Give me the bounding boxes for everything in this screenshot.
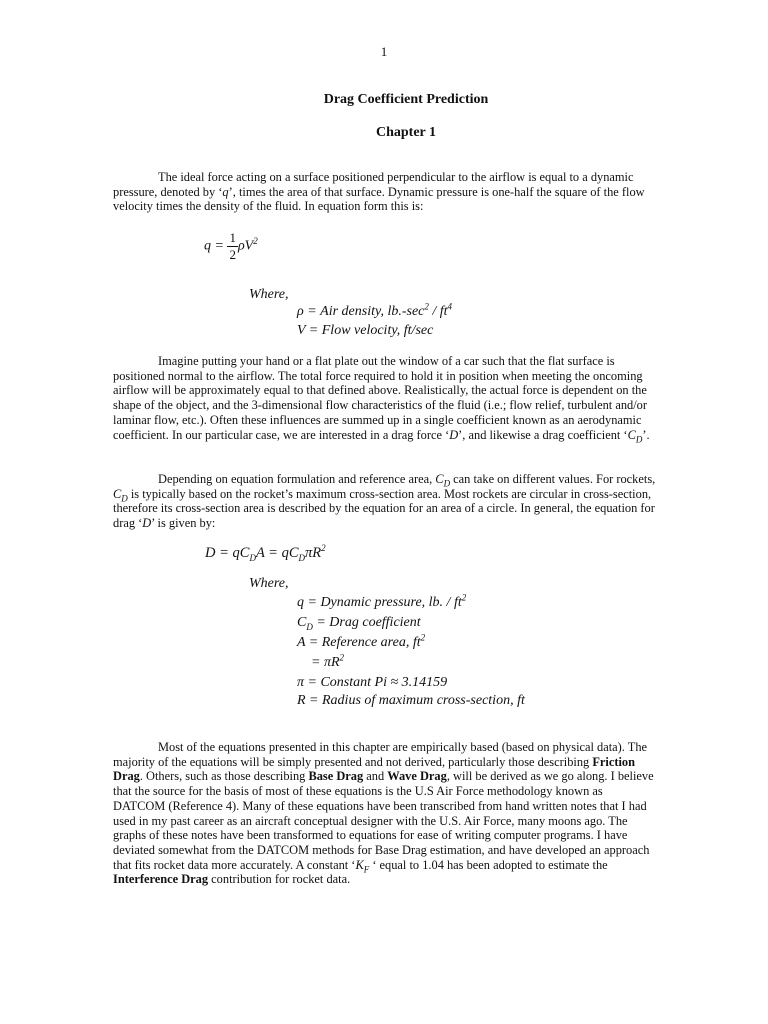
chapter-heading: Chapter 1 (375, 125, 437, 140)
where-label-1: Where, (249, 287, 289, 302)
dynamic-pressure-definition: q = Dynamic pressure, lb. / $ft^2$ (297, 592, 467, 610)
base-drag-term: Base Drag (308, 769, 364, 784)
drag-coefficient-definition: $C_D$ = Drag coefficient (297, 615, 421, 632)
radius-definition: R = Radius of maximum cross-section, ft (297, 693, 525, 708)
paragraph-flat-plate: Imagine putting your hand or a flat plate out the window of a car such that the flat surface is positioned normal to the airflow. The total force required to hold it in position when meeting the oncoming airflow will be approximately equal to that defined above. Realistically, the actual force is dependent on the shape of the object, and the 3-dimensional flow characteristics of the fluid (i.e.; flow relief, turbulent and/or laminar flow, etc.). Often these influences are summed up in a single coefficient known as an aerodynamic coefficient. In our particular case, we are interested in a drag force ‘D’, and likewise a drag coefficient ‘$C_D$’. (113, 354, 650, 444)
document-title: Drag Coefficient Prediction (323, 92, 489, 107)
page-number: 1 (380, 44, 388, 59)
paragraph-drag-equation: Depending on equation formulation and reference area, $C_D$ can take on different values. For rockets, $C_D$ is typically based on the rocket’s maximum cross-section area. Most rockets are circular in cross-section, therefore its cross-section area is described by the equation for an area of a circle. In general, the equation for drag ‘D’ is given by: (113, 472, 656, 531)
constant-pi-definition: π = Constant Pi ≈ 3.14159 (297, 675, 448, 690)
wave-drag-term: Wave Drag (387, 769, 447, 784)
friction-drag-term: Friction Drag (113, 754, 635, 784)
equation-drag-force: $D = qC_DA = qC_D\pi R^2$ (205, 543, 326, 563)
flow-velocity-definition: V = Flow velocity, ft/sec (297, 323, 434, 338)
paragraph-dynamic-pressure: The ideal force acting on a surface positioned perpendicular to the airflow is equal to a dynamic pressure, denoted by ‘q’, times the area of that surface. Dynamic pressure is one-half the square of the flow velocity times the density of the fluid. In equation form this is: (113, 170, 645, 214)
where-label-2: Where, (249, 576, 289, 591)
interference-drag-term: Interference Drag (113, 872, 209, 887)
reference-area-definition: A = Reference area, $ft^2$ (297, 632, 426, 650)
reference-area-pi-r-squared: = $\pi R^2$ (311, 652, 345, 670)
equation-dynamic-pressure: q = $\frac{1}{2}$ $\rho V^2$ (204, 230, 258, 262)
air-density-definition: ρ = Air density, $lb.-\sec^2 / ft^4$ (297, 301, 453, 319)
paragraph-empirical-equations: Most of the equations presented in this chapter are empirically based (based on physical data). The majority of the equations will be simply presented and not derived, particularly those describing Friction Drag. Others, such as those describing Base Drag and Wave Drag, will be derived as we go along. I believe that the source for the basis of most of these equations is the U.S Air Force methodology known as DATCOM (Reference 4). Many of these equations have been transcribed from hand written notes that I had used in my past career as an aircraft conceptual designer with the U.S. Air Force, many moons ago. The graphs of these notes have been transformed to equations for ease of writing computer programs. I have deviated somewhat from the DATCOM methods for Base Drag estimation, and have developed an approach that fits rocket data more accurately. A constant ‘$K_F$ ‘ equal to 1.04 has been adopted to estimate the Interference Drag contribution for rocket data. (113, 740, 654, 887)
fraction-one-half: $\frac{1}{2}$ (229, 230, 236, 262)
